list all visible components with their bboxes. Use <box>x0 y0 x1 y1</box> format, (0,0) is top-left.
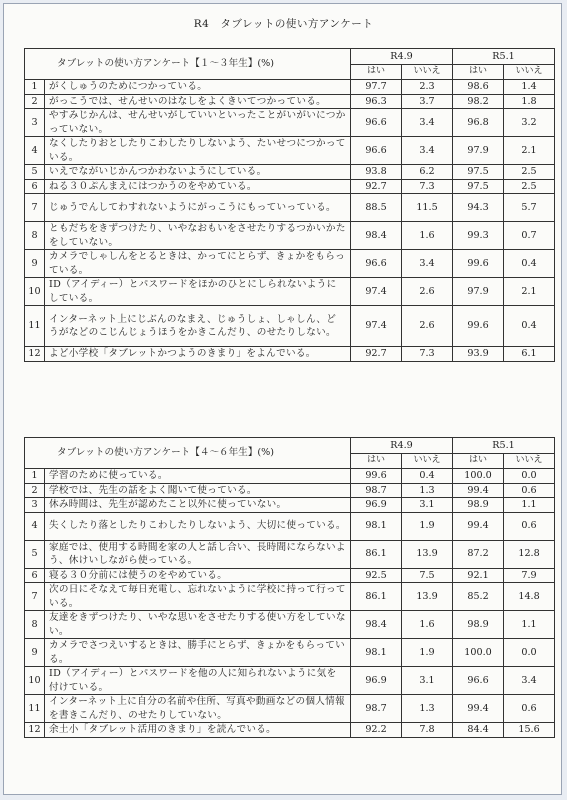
row-number: 10 <box>25 278 45 306</box>
row-number: 4 <box>25 137 45 165</box>
r4-no-value: 1.6 <box>402 222 453 250</box>
r5-yes-value: 97.9 <box>453 278 504 306</box>
table-row <box>25 347 555 362</box>
table-heading: タブレットの使い方アンケート【１～３年生】(%) <box>25 49 351 80</box>
row-number: 3 <box>25 498 45 513</box>
table-row <box>25 611 555 639</box>
r4-yes-value: 98.7 <box>351 695 402 723</box>
r4-no-value: 3.4 <box>402 109 453 137</box>
r5-no-value: 2.5 <box>504 179 555 194</box>
yes-column-header: はい <box>351 65 402 80</box>
question-text: インターネット上にじぶんのなまえ、じゅうしょ、しゃしん、どうがなどのこじんじょうほうをかきこんだり、のせたりしない。 <box>45 306 351 347</box>
r4-no-value: 2.6 <box>402 278 453 306</box>
r4-yes-value: 86.1 <box>351 583 402 611</box>
survey-table-grade-1-3 <box>24 48 555 362</box>
document-page <box>3 3 562 795</box>
table-row <box>25 583 555 611</box>
r5-yes-value: 98.9 <box>453 611 504 639</box>
r4-no-value: 6.2 <box>402 165 453 180</box>
question-text: がくしゅうのためにつかっている。 <box>45 80 351 95</box>
no-column-header: いいえ <box>504 454 555 469</box>
r5-yes-value: 97.9 <box>453 137 504 165</box>
r4-no-value: 1.9 <box>402 639 453 667</box>
r5-yes-value: 99.3 <box>453 222 504 250</box>
r5-yes-value: 96.8 <box>453 109 504 137</box>
r5-no-value: 2.5 <box>504 165 555 180</box>
r5-yes-value: 99.6 <box>453 250 504 278</box>
r5-yes-value: 96.6 <box>453 667 504 695</box>
table-row <box>25 540 555 568</box>
r5-yes-value: 97.5 <box>453 165 504 180</box>
r5-yes-value: 87.2 <box>453 540 504 568</box>
row-number: 3 <box>25 109 45 137</box>
row-number: 7 <box>25 583 45 611</box>
r4-yes-value: 88.5 <box>351 194 402 222</box>
question-text: ID（アイディー）とパスワードをほかのひとにしられないようにしている。 <box>45 278 351 306</box>
r4-no-value: 1.3 <box>402 695 453 723</box>
r5-no-value: 5.7 <box>504 194 555 222</box>
r5-yes-value: 98.9 <box>453 498 504 513</box>
r4-no-value: 13.9 <box>402 583 453 611</box>
table-row <box>25 194 555 222</box>
table-row <box>25 512 555 540</box>
table-row <box>25 568 555 583</box>
r5-no-value: 0.4 <box>504 306 555 347</box>
table-row <box>25 94 555 109</box>
question-text: ねる３０ぷんまえにはつかうのをやめている。 <box>45 179 351 194</box>
question-text: 寝る３０分前には使うのをやめている。 <box>45 568 351 583</box>
question-text: カメラでさつえいするときは、勝手にとらず、きょかをもらっている。 <box>45 639 351 667</box>
table-body <box>25 469 555 738</box>
r5-no-value: 0.6 <box>504 695 555 723</box>
table-heading: タブレットの使い方アンケート【４～６年生】(%) <box>25 438 351 469</box>
r4-no-value: 3.4 <box>402 137 453 165</box>
yes-column-header: はい <box>351 454 402 469</box>
table-row <box>25 137 555 165</box>
question-text: 次の日にそなえて毎日充電し、忘れないように学校に持って行っている。 <box>45 583 351 611</box>
r5-yes-value: 99.4 <box>453 483 504 498</box>
r5-no-value: 2.1 <box>504 278 555 306</box>
question-text: よど小学校「タブレットかつようのきまり」をよんでいる。 <box>45 347 351 362</box>
r4-no-value: 13.9 <box>402 540 453 568</box>
r4-yes-value: 92.7 <box>351 347 402 362</box>
r4-yes-value: 96.6 <box>351 250 402 278</box>
r4-no-value: 0.4 <box>402 469 453 484</box>
row-number: 11 <box>25 306 45 347</box>
question-text: 学校では、先生の話をよく聞いて使っている。 <box>45 483 351 498</box>
r4-no-value: 2.6 <box>402 306 453 347</box>
row-number: 11 <box>25 695 45 723</box>
question-text: ID（アイディー）とパスワードを他の人に知られないように気を付けている。 <box>45 667 351 695</box>
r5-no-value: 15.6 <box>504 723 555 738</box>
table-row <box>25 723 555 738</box>
r4-yes-value: 98.1 <box>351 512 402 540</box>
r5-yes-value: 99.4 <box>453 695 504 723</box>
r5-yes-value: 100.0 <box>453 639 504 667</box>
table-body <box>25 80 555 362</box>
row-number: 5 <box>25 165 45 180</box>
r4-yes-value: 96.9 <box>351 498 402 513</box>
table-row <box>25 469 555 484</box>
r5-no-value: 1.1 <box>504 611 555 639</box>
row-number: 8 <box>25 222 45 250</box>
r4-yes-value: 98.4 <box>351 611 402 639</box>
row-number: 9 <box>25 250 45 278</box>
row-number: 6 <box>25 179 45 194</box>
table-row <box>25 639 555 667</box>
r4-no-value: 3.1 <box>402 667 453 695</box>
r5-no-value: 1.8 <box>504 94 555 109</box>
row-number: 5 <box>25 540 45 568</box>
table-row <box>25 695 555 723</box>
question-text: 失くしたり落としたりこわしたりしないよう、大切に使っている。 <box>45 512 351 540</box>
r4-yes-value: 96.3 <box>351 94 402 109</box>
r5-no-value: 0.6 <box>504 512 555 540</box>
r5-yes-value: 85.2 <box>453 583 504 611</box>
r4-yes-value: 97.7 <box>351 80 402 95</box>
question-text: 友達をきずつけたり、いやな思いをさせたりする使い方をしていない。 <box>45 611 351 639</box>
r4-yes-value: 92.2 <box>351 723 402 738</box>
r4-no-value: 3.4 <box>402 250 453 278</box>
row-number: 1 <box>25 469 45 484</box>
question-text: 休み時間は、先生が認めたこと以外に使っていない。 <box>45 498 351 513</box>
r4-no-value: 7.8 <box>402 723 453 738</box>
question-text: 学習のために使っている。 <box>45 469 351 484</box>
yes-column-header: はい <box>453 454 504 469</box>
row-number: 2 <box>25 94 45 109</box>
question-text: いえでながいじかんつかわないようにしている。 <box>45 165 351 180</box>
r5-no-value: 0.0 <box>504 639 555 667</box>
r4-yes-value: 99.6 <box>351 469 402 484</box>
r4-no-value: 3.7 <box>402 94 453 109</box>
r4-no-value: 1.3 <box>402 483 453 498</box>
table-row <box>25 278 555 306</box>
r5-yes-value: 100.0 <box>453 469 504 484</box>
r4-no-value: 1.6 <box>402 611 453 639</box>
r4-yes-value: 92.7 <box>351 179 402 194</box>
r4-yes-value: 96.9 <box>351 667 402 695</box>
table-row <box>25 498 555 513</box>
row-number: 8 <box>25 611 45 639</box>
period-header: R5.1 <box>453 438 555 454</box>
r4-no-value: 7.5 <box>402 568 453 583</box>
table-row <box>25 179 555 194</box>
r4-no-value: 11.5 <box>402 194 453 222</box>
r5-no-value: 14.8 <box>504 583 555 611</box>
row-number: 12 <box>25 347 45 362</box>
question-text: カメラでしゃしんをとるときは、かってにとらず、きょかをもらっている。 <box>45 250 351 278</box>
r5-yes-value: 98.6 <box>453 80 504 95</box>
no-column-header: いいえ <box>402 454 453 469</box>
question-text: がっこうでは、せんせいのはなしをよくきいてつかっている。 <box>45 94 351 109</box>
period-header: R4.9 <box>351 438 453 454</box>
r5-no-value: 0.4 <box>504 250 555 278</box>
question-text: 余土小「タブレット活用のきまり」を読んでいる。 <box>45 723 351 738</box>
r4-no-value: 2.3 <box>402 80 453 95</box>
r5-yes-value: 84.4 <box>453 723 504 738</box>
r4-yes-value: 93.8 <box>351 165 402 180</box>
row-number: 4 <box>25 512 45 540</box>
question-text: ともだちをきずつけたり、いやなおもいをさせたりするつかいかたをしていない。 <box>45 222 351 250</box>
survey-table-grade-4-6 <box>24 437 555 738</box>
row-number: 6 <box>25 568 45 583</box>
table-row <box>25 165 555 180</box>
r5-yes-value: 99.4 <box>453 512 504 540</box>
document-title: R4 タブレットの使い方アンケート <box>193 18 374 30</box>
r5-no-value: 3.4 <box>504 667 555 695</box>
table-row <box>25 667 555 695</box>
r4-yes-value: 96.6 <box>351 109 402 137</box>
row-number: 7 <box>25 194 45 222</box>
r4-yes-value: 98.7 <box>351 483 402 498</box>
r5-no-value: 1.4 <box>504 80 555 95</box>
question-text: 家庭では、使用する時間を家の人と話し合い、長時間にならないよう、休けいしながら使っている。 <box>45 540 351 568</box>
table-row <box>25 250 555 278</box>
r5-no-value: 0.0 <box>504 469 555 484</box>
row-number: 1 <box>25 80 45 95</box>
yes-column-header: はい <box>453 65 504 80</box>
r5-no-value: 2.1 <box>504 137 555 165</box>
r4-yes-value: 98.1 <box>351 639 402 667</box>
r5-yes-value: 97.5 <box>453 179 504 194</box>
r4-yes-value: 92.5 <box>351 568 402 583</box>
r5-no-value: 12.8 <box>504 540 555 568</box>
table-row <box>25 109 555 137</box>
table-row <box>25 306 555 347</box>
row-number: 2 <box>25 483 45 498</box>
r4-yes-value: 97.4 <box>351 306 402 347</box>
r5-yes-value: 98.2 <box>453 94 504 109</box>
r5-no-value: 0.7 <box>504 222 555 250</box>
r4-no-value: 3.1 <box>402 498 453 513</box>
no-column-header: いいえ <box>504 65 555 80</box>
question-text: じゅうでんしてわすれないようにがっこうにもっていっている。 <box>45 194 351 222</box>
r5-no-value: 0.6 <box>504 483 555 498</box>
r5-yes-value: 93.9 <box>453 347 504 362</box>
period-header: R4.9 <box>351 49 453 65</box>
no-column-header: いいえ <box>402 65 453 80</box>
question-text: なくしたりおとしたりこわしたりしないよう、たいせつにつかっている。 <box>45 137 351 165</box>
table-row <box>25 483 555 498</box>
r4-yes-value: 97.4 <box>351 278 402 306</box>
r4-yes-value: 98.4 <box>351 222 402 250</box>
r4-no-value: 1.9 <box>402 512 453 540</box>
r5-yes-value: 92.1 <box>453 568 504 583</box>
r4-yes-value: 96.6 <box>351 137 402 165</box>
r5-no-value: 1.1 <box>504 498 555 513</box>
r5-yes-value: 94.3 <box>453 194 504 222</box>
row-number: 12 <box>25 723 45 738</box>
table-row <box>25 80 555 95</box>
r4-no-value: 7.3 <box>402 179 453 194</box>
question-text: やすみじかんは、せんせいがしていいといったことがいがいにつかっていない。 <box>45 109 351 137</box>
r5-no-value: 3.2 <box>504 109 555 137</box>
row-number: 10 <box>25 667 45 695</box>
r4-no-value: 7.3 <box>402 347 453 362</box>
question-text: インターネット上に自分の名前や住所、写真や動画などの個人情報を書きこんだり、のせたりしていない。 <box>45 695 351 723</box>
r4-yes-value: 86.1 <box>351 540 402 568</box>
row-number: 9 <box>25 639 45 667</box>
r5-yes-value: 99.6 <box>453 306 504 347</box>
table-row <box>25 222 555 250</box>
r5-no-value: 7.9 <box>504 568 555 583</box>
period-header: R5.1 <box>453 49 555 65</box>
r5-no-value: 6.1 <box>504 347 555 362</box>
